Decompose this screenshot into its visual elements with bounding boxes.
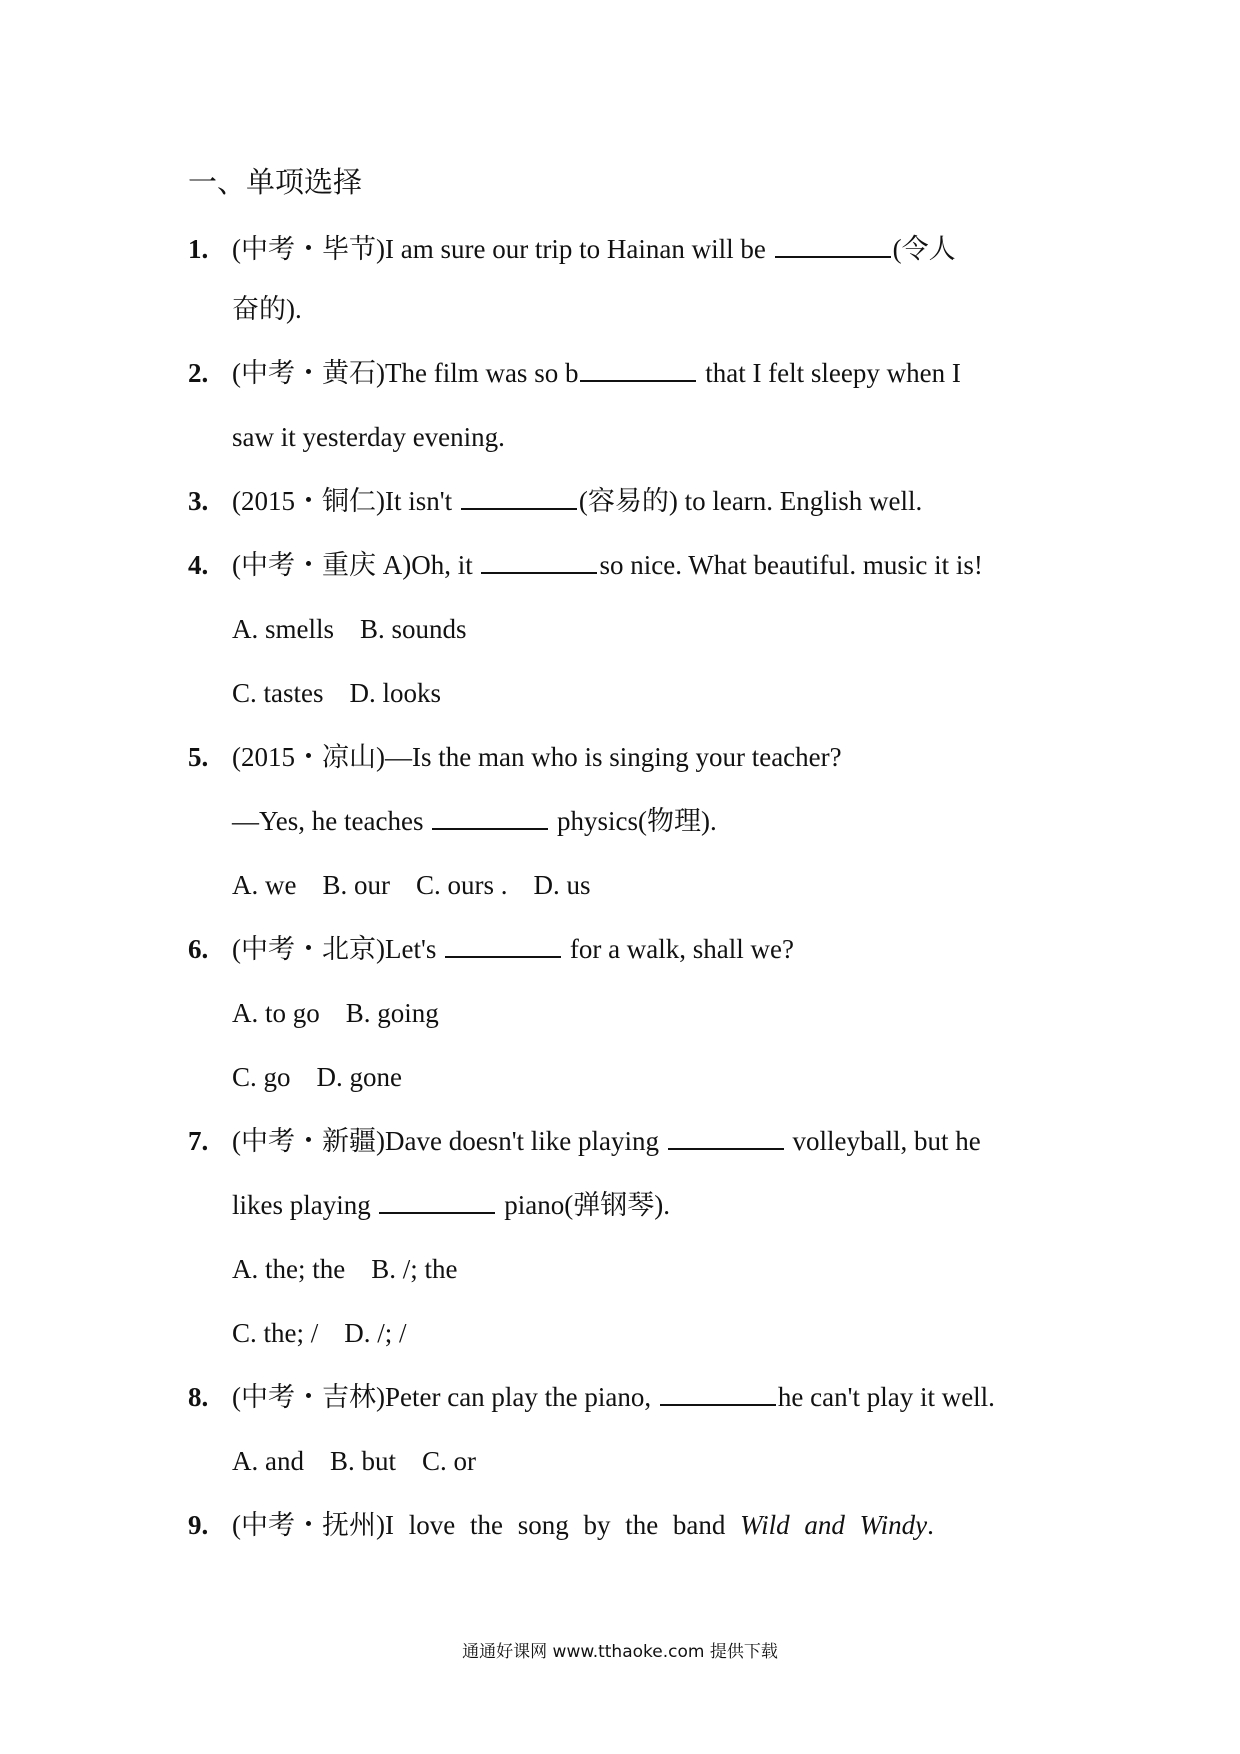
- question-text-after: .: [927, 1510, 934, 1540]
- question-text: (中考・抚州)I love the song by the band: [232, 1510, 741, 1540]
- question-text: (中考・黄石)The film was so b: [232, 358, 579, 388]
- option-d[interactable]: D. looks: [349, 678, 442, 708]
- answer-blank[interactable]: [461, 484, 577, 510]
- option-d[interactable]: D. /; /: [344, 1318, 407, 1348]
- answer-blank[interactable]: [668, 1124, 784, 1150]
- question-text-line2: saw it yesterday evening.: [232, 422, 505, 452]
- option-b[interactable]: B. but: [329, 1446, 396, 1476]
- question-number: 7.: [188, 1126, 209, 1156]
- question-text: (中考・新疆)Dave doesn't like playing: [232, 1126, 666, 1156]
- question-number: 5.: [188, 742, 209, 772]
- option-c[interactable]: C. tastes: [232, 678, 324, 708]
- question-text-after: (容易的) to learn. English well.: [578, 486, 923, 516]
- question-number: 4.: [188, 550, 209, 580]
- question-number: 3.: [188, 486, 209, 516]
- question-text-line2: likes playing: [232, 1190, 378, 1220]
- question-text: (中考・毕节)I am sure our trip to Hainan will be: [232, 234, 773, 264]
- question-text-line2: 奋的).: [232, 294, 302, 324]
- option-c[interactable]: C. the; /: [232, 1318, 319, 1348]
- question-text: (2015・凉山)—Is the man who is singing your teacher?: [232, 742, 842, 772]
- question-text-line2-after: piano(弹钢琴).: [497, 1190, 670, 1220]
- question-number: 9.: [188, 1510, 209, 1540]
- option-a[interactable]: A. we: [232, 870, 297, 900]
- option-c[interactable]: C. or: [422, 1446, 476, 1476]
- option-b[interactable]: B. /; the: [371, 1254, 458, 1284]
- question-text: (中考・吉林)Peter can play the piano,: [232, 1382, 658, 1412]
- question-number: 8.: [188, 1382, 209, 1412]
- question-text-after: that I felt sleepy when I: [698, 358, 961, 388]
- question-text: (中考・重庆 A)Oh, it: [232, 550, 480, 580]
- question-number: 2.: [188, 358, 209, 388]
- question-text: (中考・北京)Let's: [232, 934, 444, 964]
- option-a[interactable]: A. smells: [232, 614, 335, 644]
- question-number: 1.: [188, 234, 209, 264]
- option-b[interactable]: B. our: [322, 870, 390, 900]
- option-d[interactable]: D. us: [533, 870, 591, 900]
- option-a[interactable]: A. and: [232, 1446, 304, 1476]
- option-a[interactable]: A. to go: [232, 998, 320, 1028]
- footer-watermark: 通通好课网 www.tthaoke.com 提供下载: [462, 1642, 778, 1662]
- option-c[interactable]: C. ours .: [415, 870, 508, 900]
- question-text-after: for a walk, shall we?: [563, 934, 795, 964]
- question-text-line2-after: physics(物理).: [550, 806, 717, 836]
- section-title: 一、单项选择: [188, 165, 363, 199]
- answer-blank[interactable]: [775, 232, 891, 258]
- answer-blank[interactable]: [481, 548, 597, 574]
- question-number: 6.: [188, 934, 209, 964]
- option-b[interactable]: B. sounds: [360, 614, 467, 644]
- band-name: Wild and Windy: [740, 1510, 928, 1540]
- question-text-after: (令人: [892, 234, 956, 264]
- option-b[interactable]: B. going: [345, 998, 439, 1028]
- option-a[interactable]: A. the; the: [232, 1254, 346, 1284]
- question-text-after: volleyball, but he: [785, 1126, 981, 1156]
- option-c[interactable]: C. go: [232, 1062, 291, 1092]
- question-text-after: so nice. What beautiful. music it is!: [599, 550, 983, 580]
- answer-blank[interactable]: [580, 356, 696, 382]
- answer-blank[interactable]: [432, 804, 548, 830]
- option-d[interactable]: D. gone: [316, 1062, 402, 1092]
- question-text-after: he can't play it well.: [777, 1382, 995, 1412]
- answer-blank[interactable]: [379, 1188, 495, 1214]
- question-text: (2015・铜仁)It isn't: [232, 486, 459, 516]
- answer-blank[interactable]: [445, 932, 561, 958]
- answer-blank[interactable]: [660, 1380, 776, 1406]
- question-text-line2: —Yes, he teaches: [232, 806, 431, 836]
